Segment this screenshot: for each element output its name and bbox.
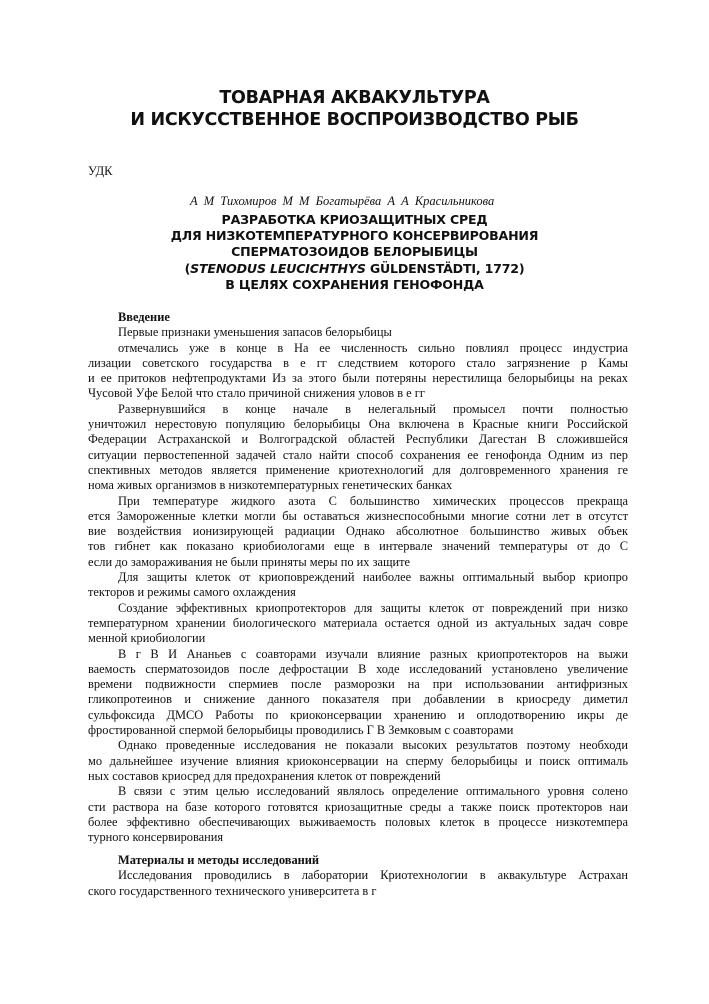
article-title [0,212,709,293]
intro-heading: Введение [118,310,170,324]
body-line: ского государственного технического университета в г [88,883,377,898]
body-line: Первые признаки уменьшения запасов белорыбицы [118,325,392,340]
body-line: ных составов криосред для предохранения клеток от повреждений [88,768,441,783]
body-line: температурном хранении биологического материала остается одной из актуальных задач совре [88,615,628,630]
body-line: ется Замороженные клетки могли бы оставаться жизнеспособными многие сотни лет в отсутст [88,508,628,523]
body-line: спективных методов является применение криотехнологий для долговременного хранения ге [88,462,628,477]
body-line: и ее притоков нефтепродуктами Из за этого были потеряны нерестилища белорыбицы на реках [88,371,628,386]
body-line: Создание эффективных криопротекторов для защиты клеток от повреждений при низко [118,600,628,615]
body-line: В г В И Ананьев с соавторами изучали влияние разных криопротекторов на выжи [118,646,628,661]
body-line: более эффективно обеспечивающих выживаемость половых клеток в процессе низкотемпера [88,814,628,829]
body-line: отмечались уже в конце в На ее численность сильно повлиял процесс индустриа [118,340,628,355]
body-line: уничтожил нерестовую популяцию белорыбицы Она включена в Красные книги Российской [88,417,628,432]
body-line: ваемость сперматозоидов после дефростации В ходе исследований установлено увеличение [88,661,628,676]
body-line: сульфоксида ДМСО Работы по криоконсервации хранению и оплодотворению икры де [88,707,628,722]
species-name: STENODUS LEUCICHTHYS [190,260,366,276]
body-line: Развернувшийся в конце начале в нелегальный промысел почти полностью [118,401,628,416]
body-line: если до замораживания не были приняты меры по их защите [88,554,411,569]
article-title-line-1: РАЗРАБОТКА КРИОЗАЩИТНЫХ СРЕД [221,212,488,227]
body-line: Чусовой Уфе Белой что стало причиной снижения уловов в е гг [88,386,425,401]
authors: А М Тихомиров М М Богатырёва А А Красильникова [190,194,495,208]
body-line: лизации советского государства в е гг следствием которого стало загрязнение р Камы [88,355,628,370]
methods-heading: Материалы и методы исследований [118,853,320,867]
section-title-line-2: И ИСКУССТВЕННОЕ ВОСПРОИЗВОДСТВО РЫБ [130,110,579,130]
body-line: При температуре жидкого азота С большинство химических процессов прекраща [118,493,628,508]
species-open-paren: ( [184,260,191,276]
intro-section [88,310,628,845]
body-line: Федерации Астраханской и Волгоградской областей Республики Дагестан В сложившейся [88,432,628,447]
body-line: сти раствора на базе которого готовятся криозащитные среды а также поиск протекторов наи [88,799,628,814]
body-line: гликопротеинов и снижение данного показателя при добавлении в криосреду диметил [88,692,628,707]
article-title-line-4 [0,261,709,277]
article-title-line-5: В ЦЕЛЯХ СОХРАНЕНИЯ ГЕНОФОНДА [225,276,484,292]
body-line: Исследования проводились в лаборатории Криотехнологии в аквакультуре Астрахан [118,868,628,883]
body-line: Для защиты клеток от криоповреждений наиболее важны оптимальный выбор криопро [118,570,628,585]
body-line: мо дальнейшее изучение влияния криоконсервации на сперму белорыбицы и поиск оптималь [88,753,628,768]
body-line: времени подвижности спермиев после разморозки на при использовании антифризных [88,677,628,692]
section-title-line-1: ТОВАРНАЯ АКВАКУЛЬТУРА [219,88,490,108]
article-title-line-2: ДЛЯ НИЗКОТЕМПЕРАТУРНОГО КОНСЕРВИРОВАНИЯ [170,228,539,244]
udk-label: УДК [88,164,113,178]
body-line: фростированной спермой белорыбицы проводились Г В Земковым с соавторами [88,723,514,738]
body-line: Однако проведенные исследования не показали высоких результатов поэтому необходи [118,738,628,753]
article-title-line-3: СПЕРМАТОЗОИДОВ БЕЛОРЫБИЦЫ [231,244,478,260]
body-line: текторов и режимы самого охлаждения [88,585,296,600]
species-authority: GÜLDENSTÄDTI, 1772) [365,260,525,276]
body-line: вие воздействия ионизирующей радиации Однако абсолютное большинство живых объек [88,524,628,539]
body-line: нома живых организмов в низкотемпературных генетических банках [88,478,453,493]
body-line: менной криобиологии [88,631,206,646]
body-line: В связи с этим целью исследований являлось определение оптимального уровня солено [118,784,628,799]
body-line: ситуации первостепенной задачей стало найти способ сохранения ее генофонда Одним из пер [88,447,628,462]
body-line: тов гибнет как показано криобиологами еще в интервале значений температуры от до С [88,539,628,554]
body-line: турного консервирования [88,830,224,845]
methods-section [88,853,628,899]
